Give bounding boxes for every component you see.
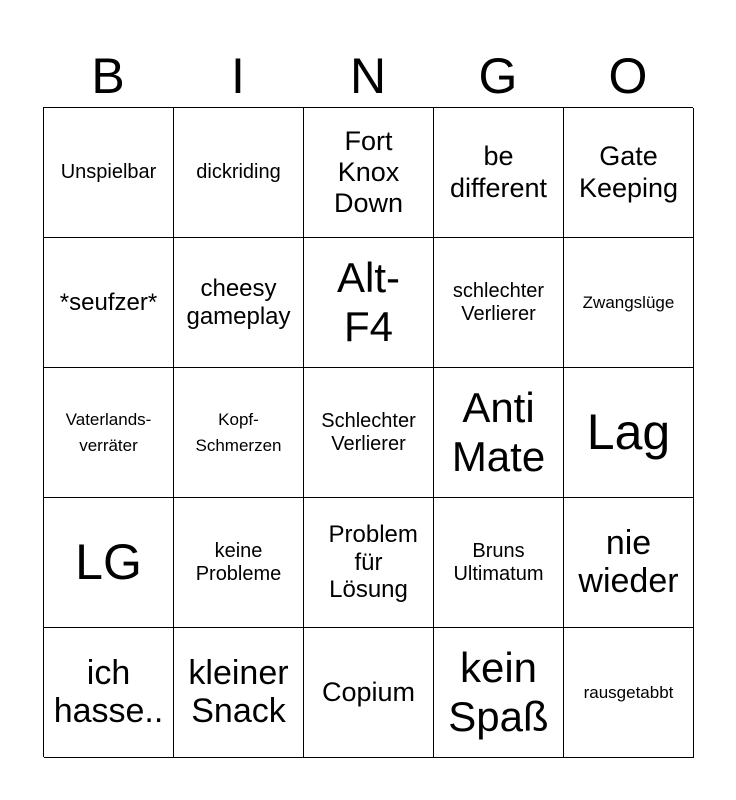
- bingo-cell[interactable]: [564, 238, 694, 368]
- header-letter-o: O: [608, 48, 648, 104]
- cell-text: Fort Knox Down: [333, 125, 404, 219]
- cell-text: Schlechter Verlierer: [321, 409, 416, 455]
- cell-text: Bruns Ultimatum: [453, 539, 544, 585]
- bingo-cell[interactable]: [434, 498, 564, 628]
- bingo-cell[interactable]: [564, 108, 694, 238]
- cell-text: Kopf-Schmerzen: [195, 410, 282, 455]
- bingo-cell[interactable]: [564, 628, 694, 758]
- bingo-cell[interactable]: [44, 498, 174, 628]
- cell-text: schlechter Verlierer: [452, 279, 545, 325]
- cell-text: rausgetabbt: [583, 682, 674, 702]
- header-letter-i: I: [231, 48, 245, 104]
- header-letter-n: N: [349, 48, 387, 104]
- cell-text: dickriding: [196, 161, 281, 183]
- header-letter-g: G: [478, 48, 518, 104]
- bingo-cell[interactable]: [434, 368, 564, 498]
- bingo-cell[interactable]: [174, 628, 304, 758]
- cell-text: nie wieder: [578, 524, 679, 600]
- bingo-cell[interactable]: [564, 498, 694, 628]
- bingo-cell[interactable]: [434, 108, 564, 238]
- bingo-cell[interactable]: [304, 498, 434, 628]
- header-letter-b: B: [91, 48, 125, 104]
- bingo-cell[interactable]: [174, 108, 304, 238]
- cell-text: be different: [449, 141, 548, 203]
- cell-text: Vaterlands-verräter: [65, 410, 152, 455]
- bingo-cell[interactable]: [174, 368, 304, 498]
- cell-text: Gate Keeping: [578, 141, 679, 203]
- cell-text: Lag: [586, 404, 671, 460]
- cell-text: ich hasse..: [53, 654, 164, 730]
- cell-text: cheesy gameplay: [186, 274, 291, 330]
- bingo-board: [43, 107, 693, 757]
- bingo-cell[interactable]: [174, 498, 304, 628]
- bingo-cell[interactable]: [434, 628, 564, 758]
- cell-text: Problem für Lösung: [328, 521, 418, 604]
- cell-text: Zwangslüge: [582, 292, 675, 312]
- bingo-cell[interactable]: [304, 238, 434, 368]
- bingo-cell[interactable]: [174, 238, 304, 368]
- bingo-cell[interactable]: [434, 238, 564, 368]
- bingo-cell[interactable]: [564, 368, 694, 498]
- bingo-cell[interactable]: [44, 368, 174, 498]
- bingo-cell[interactable]: [304, 628, 434, 758]
- bingo-cell[interactable]: [304, 108, 434, 238]
- cell-text: kein Spaß: [448, 644, 549, 740]
- bingo-cell[interactable]: [304, 368, 434, 498]
- bingo-cell[interactable]: [44, 108, 174, 238]
- cell-text: keine Probleme: [195, 539, 282, 585]
- cell-text: Copium: [321, 676, 416, 707]
- cell-text: Anti Mate: [451, 384, 546, 480]
- bingo-header: [43, 44, 693, 108]
- bingo-cell[interactable]: [44, 238, 174, 368]
- cell-text: Alt-F4: [337, 254, 400, 350]
- cell-text: *seufzer*: [59, 288, 158, 316]
- bingo-cell[interactable]: [44, 628, 174, 758]
- cell-text: LG: [75, 534, 142, 590]
- cell-text: kleiner Snack: [188, 654, 289, 730]
- cell-text: Unspielbar: [60, 161, 157, 183]
